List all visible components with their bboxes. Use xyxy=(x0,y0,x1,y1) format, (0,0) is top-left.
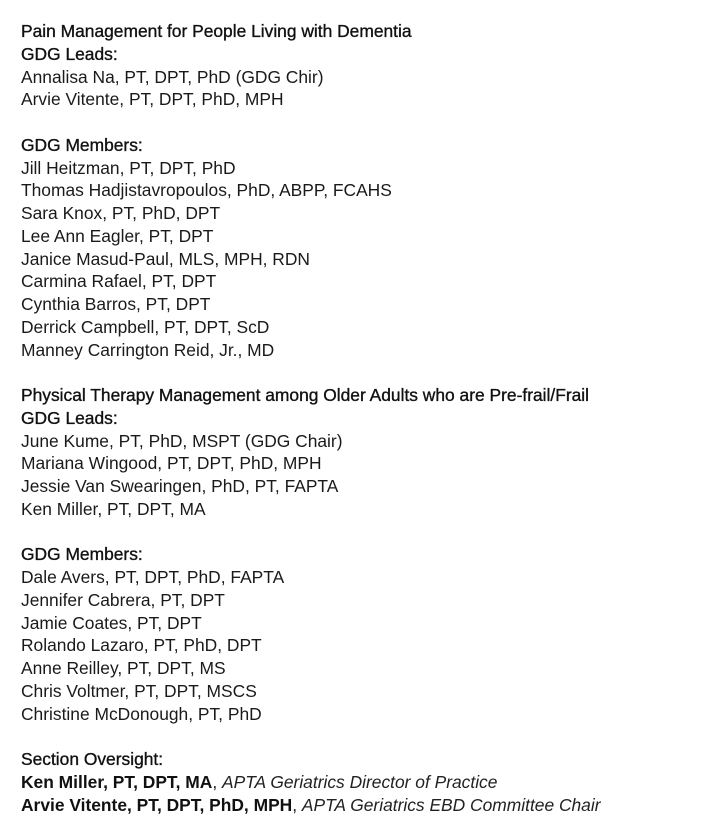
lead-entry: Ken Miller, PT, DPT, MA xyxy=(21,498,206,519)
member-entry: Lee Ann Eagler, PT, DPT xyxy=(21,225,214,246)
member-entry: Chris Voltmer, PT, DPT, MSCS xyxy=(21,680,257,701)
leads-label: GDG Leads: xyxy=(21,43,118,64)
member-entry: Anne Reilley, PT, DPT, MS xyxy=(21,658,226,678)
lead-entry: Mariana Wingood, PT, DPT, PhD, MPH xyxy=(21,453,322,474)
oversight-separator: , xyxy=(212,771,223,792)
section-frailty-management xyxy=(21,384,725,725)
member-entry: Jamie Coates, PT, DPT xyxy=(21,612,202,633)
member-entry: Christine McDonough, PT, PhD xyxy=(21,703,262,724)
section-title: Pain Management for People Living with Dementia xyxy=(21,21,412,41)
member-entry: Rolando Lazaro, PT, PhD, DPT xyxy=(21,635,262,656)
spacer xyxy=(21,361,725,384)
oversight-entry xyxy=(21,771,725,794)
lead-entry: June Kume, PT, PhD, MSPT (GDG Chair) xyxy=(21,430,343,451)
members-label: GDG Members: xyxy=(21,134,143,155)
section-pain-management xyxy=(21,20,725,361)
oversight-role: APTA Geriatrics Director of Practice xyxy=(222,771,498,792)
oversight-name: Ken Miller, PT, DPT, MA xyxy=(21,771,213,792)
member-entry: Dale Avers, PT, DPT, PhD, FAPTA xyxy=(21,567,285,587)
member-entry: Derrick Campbell, PT, DPT, ScD xyxy=(21,316,270,337)
section-oversight xyxy=(21,748,725,816)
spacer xyxy=(21,725,725,748)
member-entry: Cynthia Barros, PT, DPT xyxy=(21,294,211,314)
oversight-role: APTA Geriatrics EBD Committee Chair xyxy=(301,794,601,815)
spacer xyxy=(21,111,725,134)
oversight-entry xyxy=(21,794,725,817)
member-entry: Jill Heitzman, PT, DPT, PhD xyxy=(21,157,236,178)
member-entry: Jennifer Cabrera, PT, DPT xyxy=(21,589,225,610)
member-entry: Manney Carrington Reid, Jr., MD xyxy=(21,339,275,360)
lead-entry: Jessie Van Swearingen, PhD, PT, FAPTA xyxy=(21,476,339,496)
leads-label: GDG Leads: xyxy=(21,407,118,428)
oversight-label: Section Oversight: xyxy=(21,749,164,769)
member-entry: Carmina Rafael, PT, DPT xyxy=(21,271,217,292)
members-label: GDG Members: xyxy=(21,544,143,565)
member-entry: Sara Knox, PT, PhD, DPT xyxy=(21,203,221,223)
section-title: Physical Therapy Management among Older Adults who are Pre-frail/Frail xyxy=(21,385,590,405)
oversight-separator: , xyxy=(292,794,302,815)
lead-entry: Annalisa Na, PT, DPT, PhD (GDG Chir) xyxy=(21,66,324,87)
spacer xyxy=(21,521,725,544)
lead-entry: Arvie Vitente, PT, DPT, PhD, MPH xyxy=(21,89,284,110)
member-entry: Thomas Hadjistavropoulos, PhD, ABPP, FCAHS xyxy=(21,180,392,201)
oversight-name: Arvie Vitente, PT, DPT, PhD, MPH xyxy=(21,794,293,815)
member-entry: Janice Masud-Paul, MLS, MPH, RDN xyxy=(21,248,310,269)
